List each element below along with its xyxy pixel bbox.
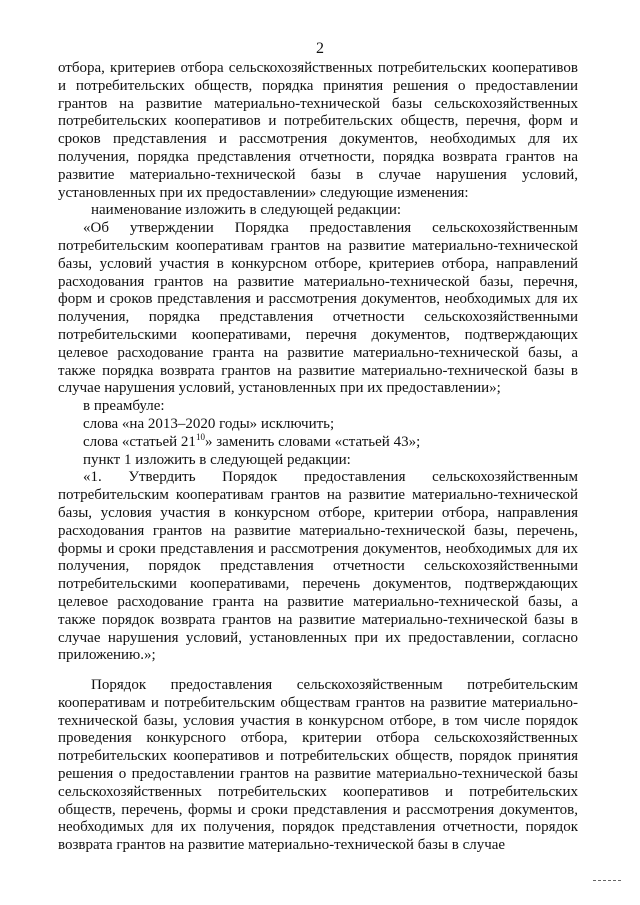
replace-article-text-end: » заменить словами «статьей 43»; bbox=[204, 433, 421, 450]
paragraph-title-change: наименование изложить в следующей редакции: bbox=[91, 202, 402, 219]
page-number: 2 bbox=[316, 40, 324, 57]
paragraph-procedure: Порядок предоставления сельскохозяйственным потребительским кооперативам и потребительским обществам грантов на развитие материально-технической базы, условия участия в конкурсном отборе, в том числе порядок проведения конкурсного отбора, критерии отбора сельскохозяйственных потребительских кооперативов и потребительских обществ, порядок принятия решения о предоставлении грантов на развитие материально-технической базы сельскохозяйственных потребительских кооперативов и потребительских обществ, перечень, формы и сроки представления и рассмотрения документов, необходимых для их получения, порядок представления отчетности, порядок возврата грантов на развитие материально-технической базы в случае bbox=[58, 677, 578, 854]
paragraph-item-1-text: «1. Утвердить Порядок предоставления сельскохозяйственным потребительским кооперативам грантов на развитие материально-технической базы, условия участия в конкурсном отборе, критерии отбора, направления расходования грантов на развитие материально-технической базы, перечень, формы и сроки представления и рассмотрения документов, необходимых для их получения, порядок представления отчетности сельскохозяйственными потребительскими кооперативами, перечень документов, подтверждающих целевое расходование гранта на развитие материально-технической базы, а также порядок возврата грантов на развитие материально-технической базы в случае нарушения условий, установленных при их предоставлении, согласно приложению.»; bbox=[58, 469, 578, 664]
paragraph-item-1-change: пункт 1 изложить в следующей редакции: bbox=[83, 451, 351, 468]
paragraph-preamble: в преамбуле: bbox=[83, 398, 165, 415]
document-body bbox=[58, 60, 578, 855]
replace-article-text-start: слова «статьей 21 bbox=[83, 433, 196, 450]
paragraph-replace-article bbox=[58, 431, 578, 452]
page-edge-mark bbox=[593, 880, 621, 882]
paragraph-new-title: «Об утверждении Порядка предоставления сельскохозяйственным потребительским кооперативам грантов на развитие материально-технической базы, условий участия в конкурсном отборе, критериев отбора, направлений расходования грантов на развитие материально-технической базы, перечня, форм и сроков представления и рассмотрения документов, необходимых для их получения, порядка представления отчетности сельскохозяйственными потребительскими кооперативами, перечня документов, подтверждающих целевое расходование гранта на развитие материально-технической базы, а также порядка возврата грантов на развитие материально-технической базы в случае нарушения условий, установленных при их предоставлении»; bbox=[58, 220, 578, 397]
paragraph-continuation: отбора, критериев отбора сельскохозяйственных потребительских кооперативов и потребительских обществ, порядка принятия решения о предоставлении грантов на развитие материально-технической базы сельскохозяйственных потребительских кооперативов и потребительских обществ, перечня, форм и сроков представления и рассмотрения документов, необходимых для их получения, порядка представления отчетности, порядка возврата грантов на развитие материально-технической базы в случае нарушения условий, установленных при их предоставлении» следующие изменения: bbox=[58, 60, 578, 201]
paragraph-remove-years: слова «на 2013–2020 годы» исключить; bbox=[83, 415, 335, 432]
article-superscript: 10 bbox=[195, 431, 205, 442]
